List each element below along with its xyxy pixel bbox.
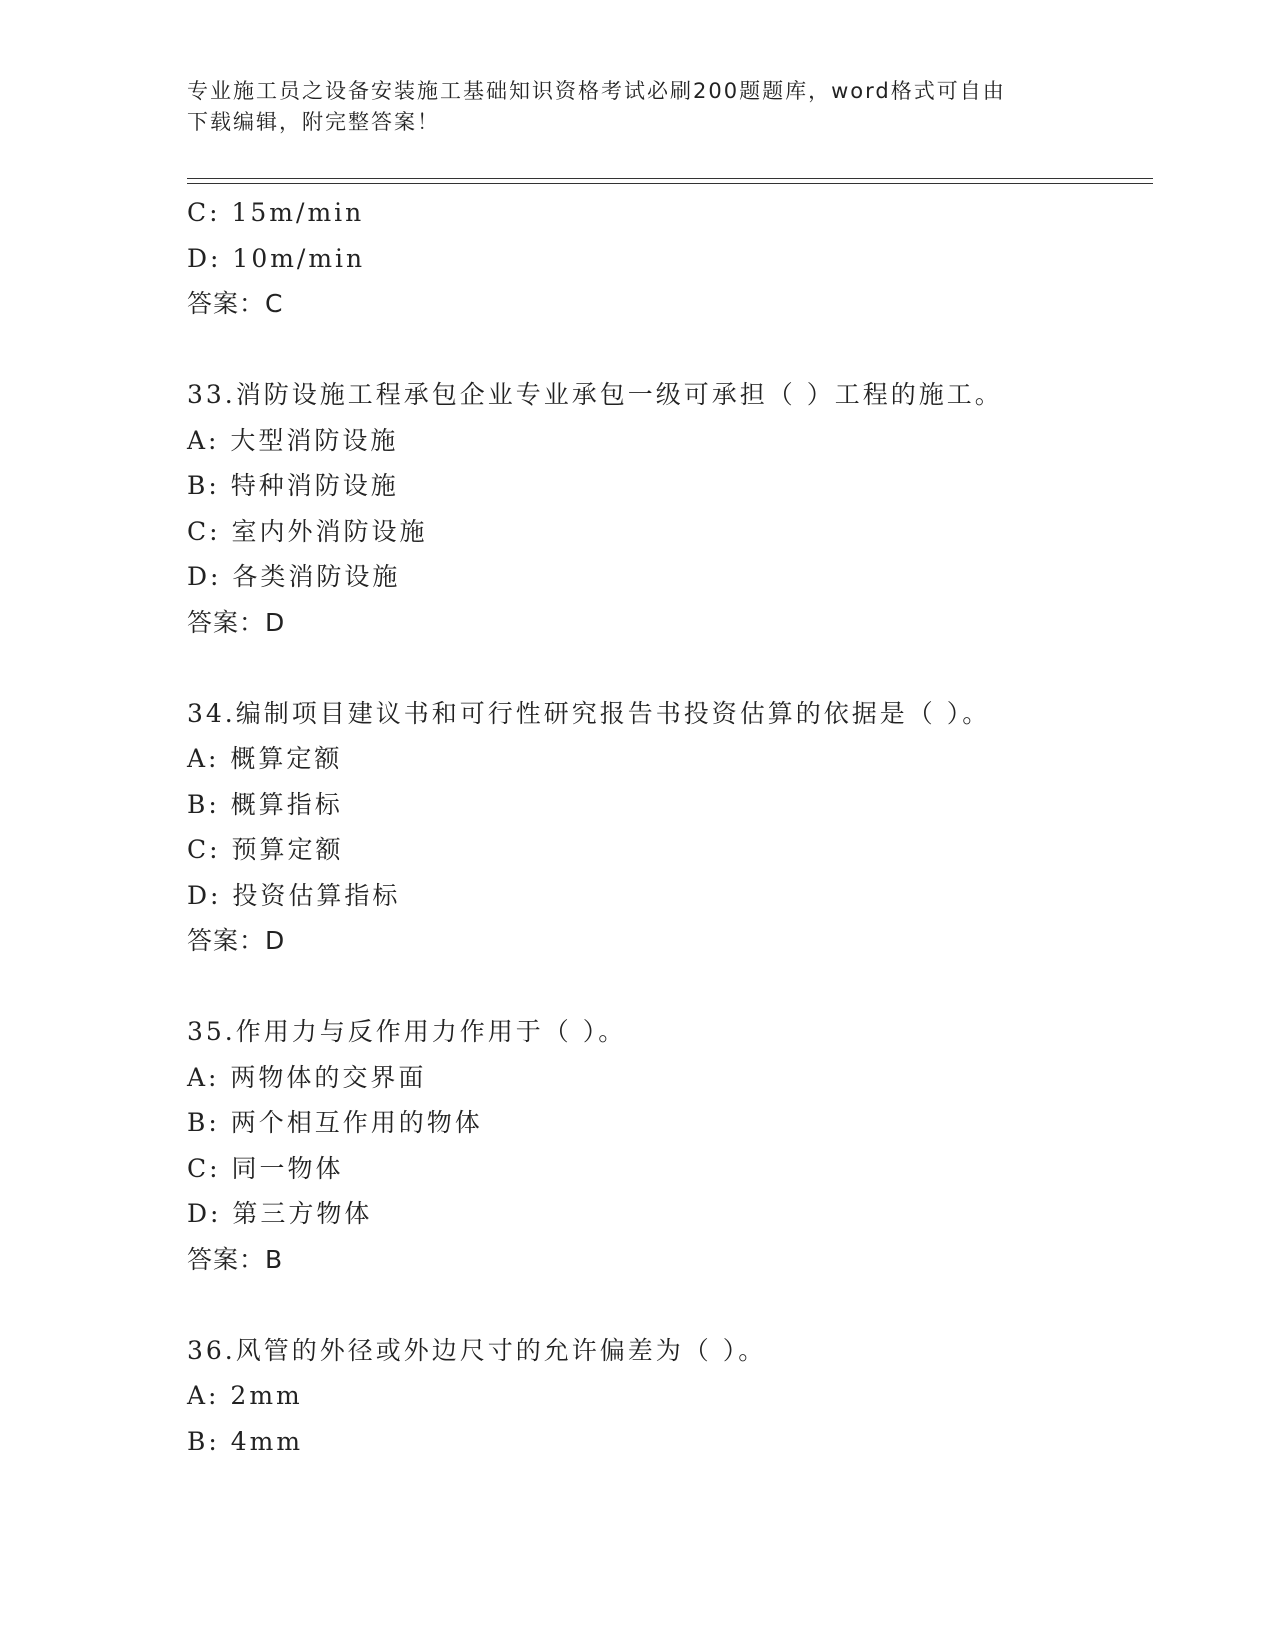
spacer <box>187 327 1153 373</box>
header-divider-top <box>187 178 1153 179</box>
question-list <box>187 190 1153 1464</box>
option-line: A: 2mm <box>187 1381 303 1410</box>
option-line: B: 4mm <box>187 1426 304 1456</box>
header-title-line-1: 专业施工员之设备安装施工基础知识资格考试必刷200题题库，word格式可自由 <box>187 79 1006 103</box>
option-line: D: 10m/min <box>187 243 366 273</box>
answer-line: 答案：D <box>187 607 286 637</box>
option-line: A: 概算定额 <box>187 744 343 773</box>
spacer <box>187 645 1153 691</box>
option-line: D: 第三方物体 <box>187 1199 373 1228</box>
option-line: B: 概算指标 <box>187 789 343 819</box>
option-line: D: 投资估算指标 <box>187 880 401 910</box>
spacer <box>187 1282 1153 1328</box>
option-line: D: 各类消防设施 <box>187 562 401 591</box>
answer-line: 答案：B <box>187 1244 284 1274</box>
question-text: 34.编制项目建议书和可行性研究报告书投资估算的依据是（ ）。 <box>187 698 991 728</box>
header-title-line-2: 下载编辑，附完整答案！ <box>187 110 440 134</box>
option-line: C: 同一物体 <box>187 1153 344 1183</box>
header-divider-bottom <box>187 183 1153 184</box>
option-line: A: 大型消防设施 <box>187 425 399 455</box>
question-text: 36.风管的外径或外边尺寸的允许偏差为（ ）。 <box>187 1335 767 1365</box>
option-line: C: 预算定额 <box>187 835 344 864</box>
question-text: 35.作用力与反作用力作用于（ ）。 <box>187 1017 627 1046</box>
option-line: C: 15m/min <box>187 198 365 227</box>
option-line: C: 室内外消防设施 <box>187 516 428 546</box>
answer-line: 答案：C <box>187 289 284 318</box>
answer-line: 答案：D <box>187 926 286 955</box>
option-line: B: 两个相互作用的物体 <box>187 1108 483 1137</box>
option-line: B: 特种消防设施 <box>187 471 399 500</box>
spacer <box>187 964 1153 1010</box>
option-line: A: 两物体的交界面 <box>187 1062 427 1092</box>
question-text: 33.消防设施工程承包企业专业承包一级可承担（ ）工程的施工。 <box>187 380 1003 409</box>
document-header <box>187 76 1067 138</box>
